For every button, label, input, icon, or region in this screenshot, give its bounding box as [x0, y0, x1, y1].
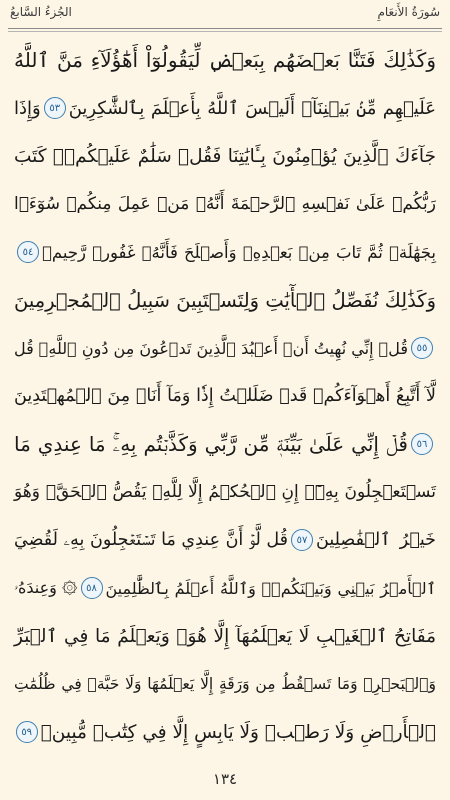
text-line — [14, 276, 436, 324]
verse-text-continuation: قُل لَّوۡ أَنَّ عِندِي مَا تَسۡتَعۡجِلُونَ بِهِۦ لَقُضِيَ — [14, 530, 288, 550]
verse-text: قُلۡ إِنِّي عَلَىٰ بَيِّنَةٖ مِّن رَّبِّي وَكَذَّبۡتُم بِهِۦۚ مَا عِندِي مَا — [14, 432, 408, 456]
text-line — [14, 420, 436, 468]
header-divider — [8, 28, 442, 29]
verse-text: ٱلۡأَرۡضِ وَلَا رَطۡبٖ وَلَا يَابِسٍ إِلَّا فِي كِتَٰبٖ مُّبِينٖ — [40, 721, 436, 743]
ayah-number-marker: ٥٨ — [81, 577, 103, 599]
verse-text: لَّآ أَتَّبِعُ أَهۡوَآءَكُمۡ قَدۡ ضَلَلۡتُ إِذٗا وَمَآ أَنَا۠ مِنَ ٱلۡمُهۡتَدِينَ — [14, 386, 436, 406]
text-line — [14, 180, 436, 228]
text-line — [14, 708, 436, 756]
text-line — [14, 84, 436, 132]
juz-name: الجُزءُ السَّابعُ — [10, 5, 72, 19]
verse-text-continuation: وَإِذَا — [14, 97, 41, 119]
verse-text: وَٱلۡبَحۡرِۚ وَمَا تَسۡقُطُ مِن وَرَقَةٍ إِلَّا يَعۡلَمُهَا وَلَا حَبَّةٖ فِي ظُلُمَٰتِ — [14, 675, 436, 693]
ayah-number-marker: ٥٩ — [16, 721, 38, 743]
verse-text: ٱلۡأَمۡرُ بَيۡنِي وَبَيۡنَكُمۡۗ وَٱللَّهُ أَعۡلَمُ بِٱلظَّٰلِمِينَ — [105, 578, 436, 598]
ayah-number-marker: ٥٤ — [17, 241, 39, 263]
text-line — [14, 132, 436, 180]
page-header — [0, 0, 450, 34]
text-line — [14, 372, 436, 420]
verse-text: بِجَهَٰلَةٖ ثُمَّ تَابَ مِنۢ بَعۡدِهِۦ وَأَصۡلَحَ فَأَنَّهُۥ غَفُورٞ رَّحِيمٞ — [42, 242, 436, 262]
text-line — [14, 516, 436, 564]
ayah-number-marker: ٥٧ — [291, 529, 313, 551]
ayah-number-marker: ٥٥ — [411, 337, 433, 359]
page-number: ١٣٤ — [212, 770, 238, 788]
verse-text: عَلَيۡهِم مِّنۢ بَيۡنِنَآۗ أَلَيۡسَ ٱللَّهُ بِأَعۡلَمَ بِٱلشَّٰكِرِينَ — [68, 97, 436, 119]
ayah-number-marker: ٥٦ — [411, 433, 433, 455]
verse-text: جَآءَكَ ٱلَّذِينَ يُؤۡمِنُونَ بِـَٔايَٰتِنَا فَقُلۡ سَلَٰمٌ عَلَيۡكُمۡۖ كَتَبَ — [14, 145, 436, 167]
verse-text: وَكَذَٰلِكَ فَتَنَّا بَعۡضَهُم بِبَعۡضٖ لِّيَقُولُوٓاْ أَهَٰٓؤُلَآءِ مَنَّ ٱللَّهُ — [14, 48, 436, 72]
text-line — [14, 660, 436, 708]
surah-name: سُورَةُ الأَنعَامِ — [377, 5, 440, 19]
verse-text: قُلۡ إِنِّي نُهِيتُ أَنۡ أَعۡبُدَ ٱلَّذِينَ تَدۡعُونَ مِن دُونِ ٱللَّهِۚ قُل — [13, 338, 408, 358]
verse-text: مَفَاتِحُ ٱلۡغَيۡبِ لَا يَعۡلَمُهَآ إِلَّا هُوَۚ وَيَعۡلَمُ مَا فِي ٱلۡبَرِّ — [14, 625, 436, 647]
text-line — [14, 564, 436, 612]
text-line — [14, 468, 436, 516]
ayah-number-marker: ٥٣ — [44, 97, 66, 119]
text-line — [14, 324, 436, 372]
verse-text: تَسۡتَعۡجِلُونَ بِهِۦٓۚ إِنِ ٱلۡحُكۡمُ إِلَّا لِلَّهِۖ يَقُصُّ ٱلۡحَقَّۖ وَهُوَ — [14, 482, 436, 502]
verse-text: خَيۡرُ ٱلۡفَٰصِلِينَ — [316, 530, 436, 550]
text-line — [14, 228, 436, 276]
verse-text: رَبُّكُمۡ عَلَىٰ نَفۡسِهِ ٱلرَّحۡمَةَ أَنَّهُۥ مَنۡ عَمِلَ مِنكُمۡ سُوٓءَۢا — [14, 194, 436, 214]
text-line — [14, 612, 436, 660]
quran-text-lines — [0, 36, 450, 756]
text-line — [14, 36, 436, 84]
verse-text-continuation: ۞ وَعِندَهُۥ — [14, 578, 78, 597]
verse-text: وَكَذَٰلِكَ نُفَصِّلُ ٱلۡأٓيَٰتِ وَلِتَسۡتَبِينَ سَبِيلُ ٱلۡمُجۡرِمِينَ — [14, 288, 436, 312]
